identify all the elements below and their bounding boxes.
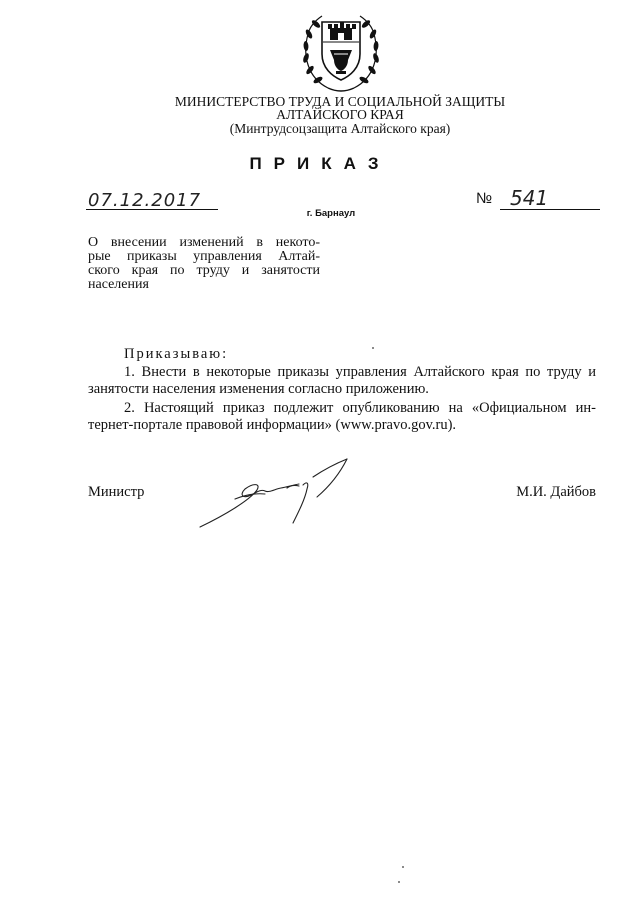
paper-speck [372,347,374,349]
signer-position: Министр [88,484,145,500]
paragraph-2-line-2: тернет-портале правовой информации» (www.pravo.gov.ru). [88,417,457,433]
subject-line: О внесении изменений в некото- [88,235,320,250]
document-title: ПРИКАЗ [249,154,391,173]
subject-line: ского края по труду и занятости [88,263,320,278]
coat-of-arms-icon [298,8,384,94]
signer-name: М.И. Дайбов [516,484,596,500]
subject-line: рые приказы управления Алтай- [88,249,320,264]
order-subject [88,236,320,292]
order-date: 07.12.2017 [88,190,202,211]
order-number: 541 [510,186,549,210]
subject-line: населения [88,277,149,292]
paragraph-1-line-2: занятости населения изменения согласно приложению. [88,381,429,397]
order-lead-word: Приказываю: [124,346,229,362]
paper-speck [402,866,404,868]
ministry-name-line1: МИНИСТЕРСТВО ТРУДА И СОЦИАЛЬНОЙ ЗАЩИТЫ [174,94,506,109]
paragraph-1-line-1: 1. Внести в некоторые приказы управления Алтайского края по труду и [124,364,596,380]
handwritten-signature-icon [195,455,355,530]
paper-speck [398,881,400,883]
ministry-short-name: (Минтрудсоцзащита Алтайского края) [229,121,451,136]
paragraph-2-line-1: 2. Настоящий приказ подлежит опубликованию на «Официальном ин- [124,400,596,416]
city-name: г. Барнаул [306,208,356,219]
ministry-name-line2: АЛТАЙСКОГО КРАЯ [276,107,404,122]
number-sign: № [476,190,493,207]
